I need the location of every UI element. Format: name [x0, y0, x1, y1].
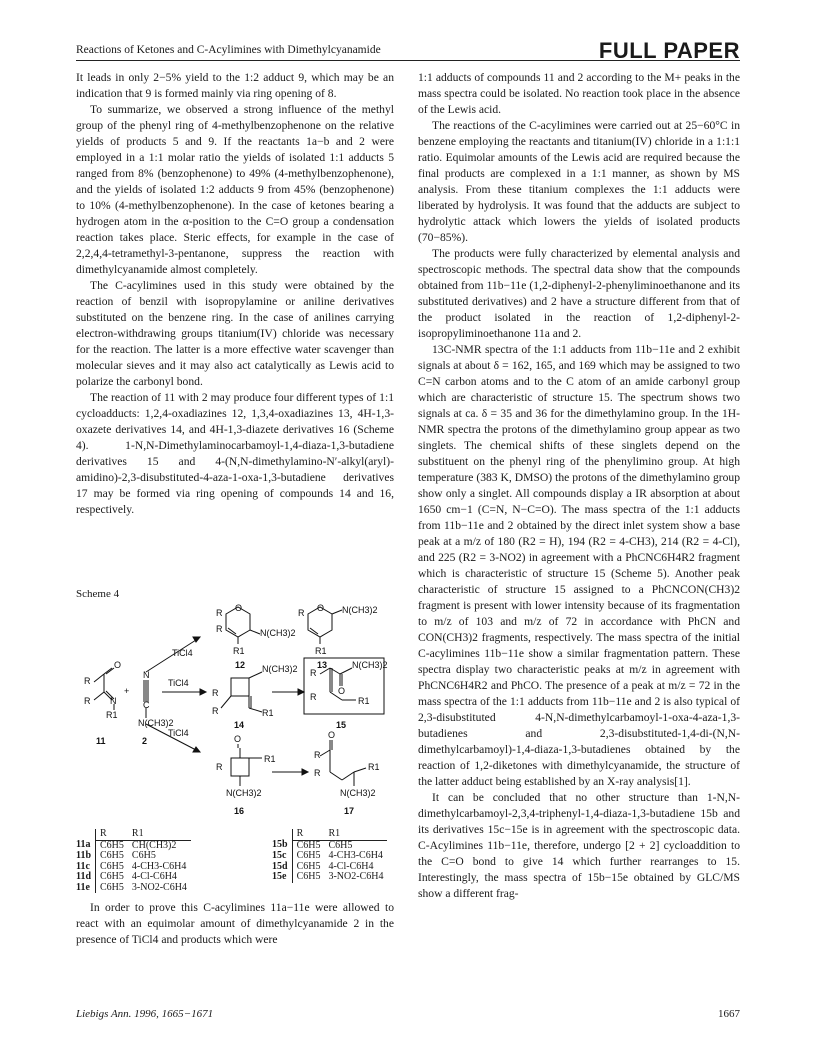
- compound-number: 17: [344, 806, 355, 816]
- compound-number: 14: [234, 720, 245, 730]
- table-cell: C6H5: [292, 862, 324, 873]
- atom-label: R1: [262, 708, 274, 718]
- atom-label: N(CH3)2: [260, 628, 296, 638]
- table-cell: C6H5: [292, 851, 324, 862]
- table-cell: C6H5: [292, 872, 324, 883]
- table-row: [272, 872, 387, 883]
- atom-label: N: [110, 696, 117, 706]
- compound-number: 2: [142, 736, 148, 746]
- atom-label: R: [310, 692, 317, 702]
- scheme-title: Scheme 4: [76, 588, 120, 600]
- reagent-label: TiCl4: [172, 648, 193, 658]
- atom-label: N(CH3)2: [226, 788, 262, 798]
- atom-label: N(CH3)2: [342, 605, 378, 615]
- table-cell: C6H5: [292, 840, 324, 851]
- header-rule: [76, 60, 740, 61]
- table-cell: 4-Cl-C6H4: [131, 871, 177, 882]
- table-header: [76, 829, 191, 840]
- reagent-label: TiCl4: [168, 678, 189, 688]
- atom-label: R: [212, 706, 219, 716]
- atom-label: R: [310, 668, 317, 678]
- atom-label: R: [314, 750, 321, 760]
- atom-label: O: [235, 604, 243, 613]
- atom-label: O: [338, 686, 346, 696]
- table-cell: 15c: [272, 850, 287, 861]
- atom-label: N(CH3)2: [352, 660, 388, 670]
- scheme-4: [76, 588, 394, 1018]
- table-cell: 15e: [272, 871, 287, 882]
- table-cell: 11c: [76, 860, 90, 872]
- atom-label: O: [317, 604, 325, 613]
- paragraph: 13C-NMR spectra of the 1:1 adducts from 11b−11e and 2 exhibit signals at about δ = 162, 165, and 169 which may be assigned to two C=N carbon atoms and to the C atom of an amide carbonyl group which are characteristic of structure 15. The spectrum shows two signals at ca. δ = 35 and 36 for the dimethylamino group. In the 1H-NMR spectra the protons of the dimethylamino group appear as two singlets. The chemical shifts of these singlets depend on the substituent on the phenyl ring of the phenylimino group. At high temperature (383 K, DMSO) the protons of the dimethylamino group show only a singlet. All compounds display a IR absorption at about 1650 cm−1 (C=N, N−C=O). The mass spectra of the 1:1 adducts from 11b−11e and 2 obtained by the direct inlet system show a base peak at a m/z of 180 (R2 = H), 194 (R2 = 4-CH3), 214 (R2 = 4-Cl), and 225 (R2 = 3-NO2) in agreement with a PhCNC6H4R2 fragment which is characteristic of structure 15 (Scheme 5). Another peak characteristic of structure 15 assigned to a PhCNCON(CH3)2 fragment is present with lower intensity because of its fragmentation to m/z of 103 and m/z of 72 in accordance with PhCN and CON(CH3)2 fragments, respectively. The mass spectra of the initial C-acylimines 11b−11e show a similar fragmentation pattern. These spectra display two characteristic peaks at m/z in agreement with PhCNC6H4R2 and PhCO. The presence of a peak at m/z = 72 in the mass spectra of the 1:1 adducts from 11b−11e and 2 is also typical of 2,3-disubstituted 4-N,N-dimethylcarbamoyl-1-oxa-4-aza-1,3-butadienes and 2,3-disubstituted-1,4-di-(N,N-dimethylcarbamoyl)-1,4-diaza-1,3-butadienes obtained by the reaction of 1,2-diketones with dimethylcyanamide, the structure of the latter adduct being established by an X-ray analysis[1].: [418, 343, 740, 788]
- atom-label: R1: [358, 696, 370, 706]
- table-cell: C6H5: [96, 851, 128, 862]
- atom-label: O: [234, 734, 242, 744]
- compound-number: 15: [336, 720, 347, 730]
- atom-label: R1: [264, 754, 276, 764]
- table-row: [76, 883, 191, 894]
- scheme-diagram: [76, 604, 394, 844]
- table-cell: 15b: [272, 839, 288, 851]
- atom-label: R1: [368, 762, 380, 772]
- paragraph: The products were fully characterized by elemental analysis and spectroscopic methods. The spectral data show that the compounds obtained from 11b−11e (1,2-diphenyl-2-phenyliminoethanone and its substituted derivatives) and 2 have a structure different from that of the product isolated in the reaction of 1,2-diphenyl-2-isopropyliminoethanone 11a and 2.: [418, 247, 740, 340]
- table-header-cell: R1: [128, 829, 191, 840]
- atom-label: R1: [106, 710, 118, 720]
- atom-label: R: [216, 762, 223, 772]
- atom-label: R1: [315, 646, 327, 656]
- table-cell: C6H5: [96, 872, 128, 883]
- atom-label: O: [328, 730, 336, 740]
- compound-number: 13: [317, 660, 328, 670]
- left-column: [76, 70, 394, 518]
- table-header-cell: R1: [324, 829, 387, 840]
- table-cell: 4-CH3-C6H4: [131, 860, 187, 872]
- atom-label: R: [84, 696, 91, 706]
- table-header-cell: R: [292, 829, 324, 840]
- table-cell: 11d: [76, 871, 92, 882]
- running-title: Reactions of Ketones and C-Acylimines with Dimethylcyanamide: [76, 44, 381, 56]
- paragraph: The reaction of 11 with 2 may produce four different types of 1:1 cycloadducts: 1,2,4-oxadiazines 12, 1,3,4-oxadiazines 13, 4H-1,3-oxazete derivatives 14, and 4H-1,3-diazete derivatives 16 (Scheme 4). 1-N,N-Dimethylaminocarbamoyl-1,4-diaza-1,3-butadiene derivatives 15 and 4-(N,N-dimethylamino-N′-alkyl(aryl)-amidino)-2,3-disubstituted-4-aza-1-oxa-1,3-butadiene derivatives 17 may be formed via ring opening of compounds 14 and 16, respectively.: [76, 391, 394, 516]
- plus-sign: +: [124, 686, 130, 696]
- table-cell: CH(CH3)2: [131, 839, 177, 851]
- table-cell: C6H5: [96, 840, 128, 851]
- atom-label: R: [84, 676, 91, 686]
- table-cell: 11b: [76, 850, 92, 861]
- table-cell: 4-Cl-C6H4: [328, 860, 374, 872]
- atom-label: R: [298, 608, 305, 618]
- table-row: [272, 851, 387, 862]
- page-number: 1667: [718, 1008, 740, 1020]
- paragraph: The reactions of the C-acylimines were carried out at 25−60°C in benzene employing the reactants and titanium(IV) chloride in a 1:1:1 ratio. Equimolar amounts of the Lewis acid are required because the final products are complexed in a 1:1 manner, as shown by MS analysis. From these titanium complexes the 1:1 adducts were liberated by hydrolysis. It was found that the adducts are subject to hydrolytic attack which lowers the yields of isolated products (70−85%).: [418, 119, 740, 244]
- table-cell: C6H5: [96, 883, 128, 894]
- table-cell: C6H5: [131, 850, 156, 861]
- right-column: [418, 70, 740, 902]
- paragraph: It can be concluded that no other structure than 1-N,N-dimethylcarbamoyl-2,3,4-triphenyl-1,4-diaza-1,3-butadiene 15b and its derivatives 15c−15e is in agreement with the spectroscopic data. C-Acylimines 11b−11e, therefore, undergo [2 + 2] cycloaddition to the C=O bond to give 14 which further rearranges to 15. Interestingly, the mass spectra of 15b−15e obtained by GLC/MS show a different frag-: [418, 791, 740, 900]
- paragraph: 1:1 adducts of compounds 11 and 2 according to the M+ peaks in the mass spectra could be isolated. No reaction took place in the absence of the Lewis acid.: [418, 71, 740, 116]
- reagent-label: TiCl4: [168, 728, 189, 738]
- atom-label: N(CH3)2: [138, 718, 174, 728]
- compound-number: 16: [234, 806, 245, 816]
- table-15: [272, 829, 387, 883]
- table-cell: C6H5: [328, 839, 353, 851]
- table-cell: 11e: [76, 881, 90, 893]
- atom-label: R1: [233, 646, 245, 656]
- compound-number: 12: [235, 660, 246, 670]
- section-label: FULL PAPER: [598, 38, 740, 63]
- table-cell: 3-NO2-C6H4: [328, 871, 384, 882]
- table-cell: 3-NO2-C6H4: [131, 881, 187, 893]
- paragraph: The C-acylimines used in this study were obtained by the reaction of benzil with isopropylamine or aniline derivatives substituted on the benzene ring. In the case of anilines carrying electron-withdrawing groups titanium(IV) chloride was necessary for the reaction. The latter is a more effective water scavenger than molecular sieves and it may also act catalytically as Lewis acid to polarize the carbonyl bond.: [76, 279, 394, 388]
- table-row: [76, 872, 191, 883]
- paragraph: To summarize, we observed a strong influence of the methyl group of the phenyl ring of 4-methylbenzophenone on the relative yields of products 5 and 9. If the reactants 1a−b and 2 were employed in a 1:1 molar ratio the yields of isolated 1:1 adducts 5 ranged from 8% (benzophenone) to 49% (4-methylbenzophenone), and the yields of isolated 1:2 adducts 9 from 45% (benzophenone) to 10% (4-methylbenzophenone). In the case of ketones bearing a hydrogen atom in the α-position to the C=O group a condensation reaction takes place. Steric effects, for example in the case of 2,2,4,4-tetramethyl-3-pentanone, suppress the reaction with dimethylcyanamide almost completely.: [76, 103, 394, 276]
- atom-label: N: [143, 670, 150, 680]
- compound-number: 11: [96, 736, 106, 746]
- table-cell: 11a: [76, 839, 91, 851]
- atom-label: R: [216, 624, 223, 634]
- table-header: [272, 829, 387, 840]
- table-cell: C6H5: [96, 862, 128, 873]
- table-cell: 15d: [272, 860, 288, 872]
- journal-citation: Liebigs Ann. 1996, 1665−1671: [76, 1008, 214, 1020]
- table-header-cell: R: [96, 829, 128, 840]
- table-11: [76, 829, 191, 893]
- table-cell: 4-CH3-C6H4: [328, 850, 383, 861]
- atom-label: N(CH3)2: [340, 788, 376, 798]
- atom-label: C: [143, 700, 150, 710]
- atom-label: R: [314, 768, 321, 778]
- table-row: [76, 851, 191, 862]
- paragraph: It leads in only 2−5% yield to the 1:2 adduct 9, which may be an indication that 9 is formed mainly via ring opening of 8.: [76, 71, 394, 100]
- atom-label: O: [114, 660, 122, 670]
- paragraph: In order to prove this C-acylimines 11a−11e were allowed to react with an equimolar amount of dimethylcyanamide 2 in the presence of TiCl4 and products which were: [76, 901, 394, 946]
- atom-label: R: [216, 608, 223, 618]
- atom-label: R: [212, 688, 219, 698]
- atom-label: N(CH3)2: [262, 664, 298, 674]
